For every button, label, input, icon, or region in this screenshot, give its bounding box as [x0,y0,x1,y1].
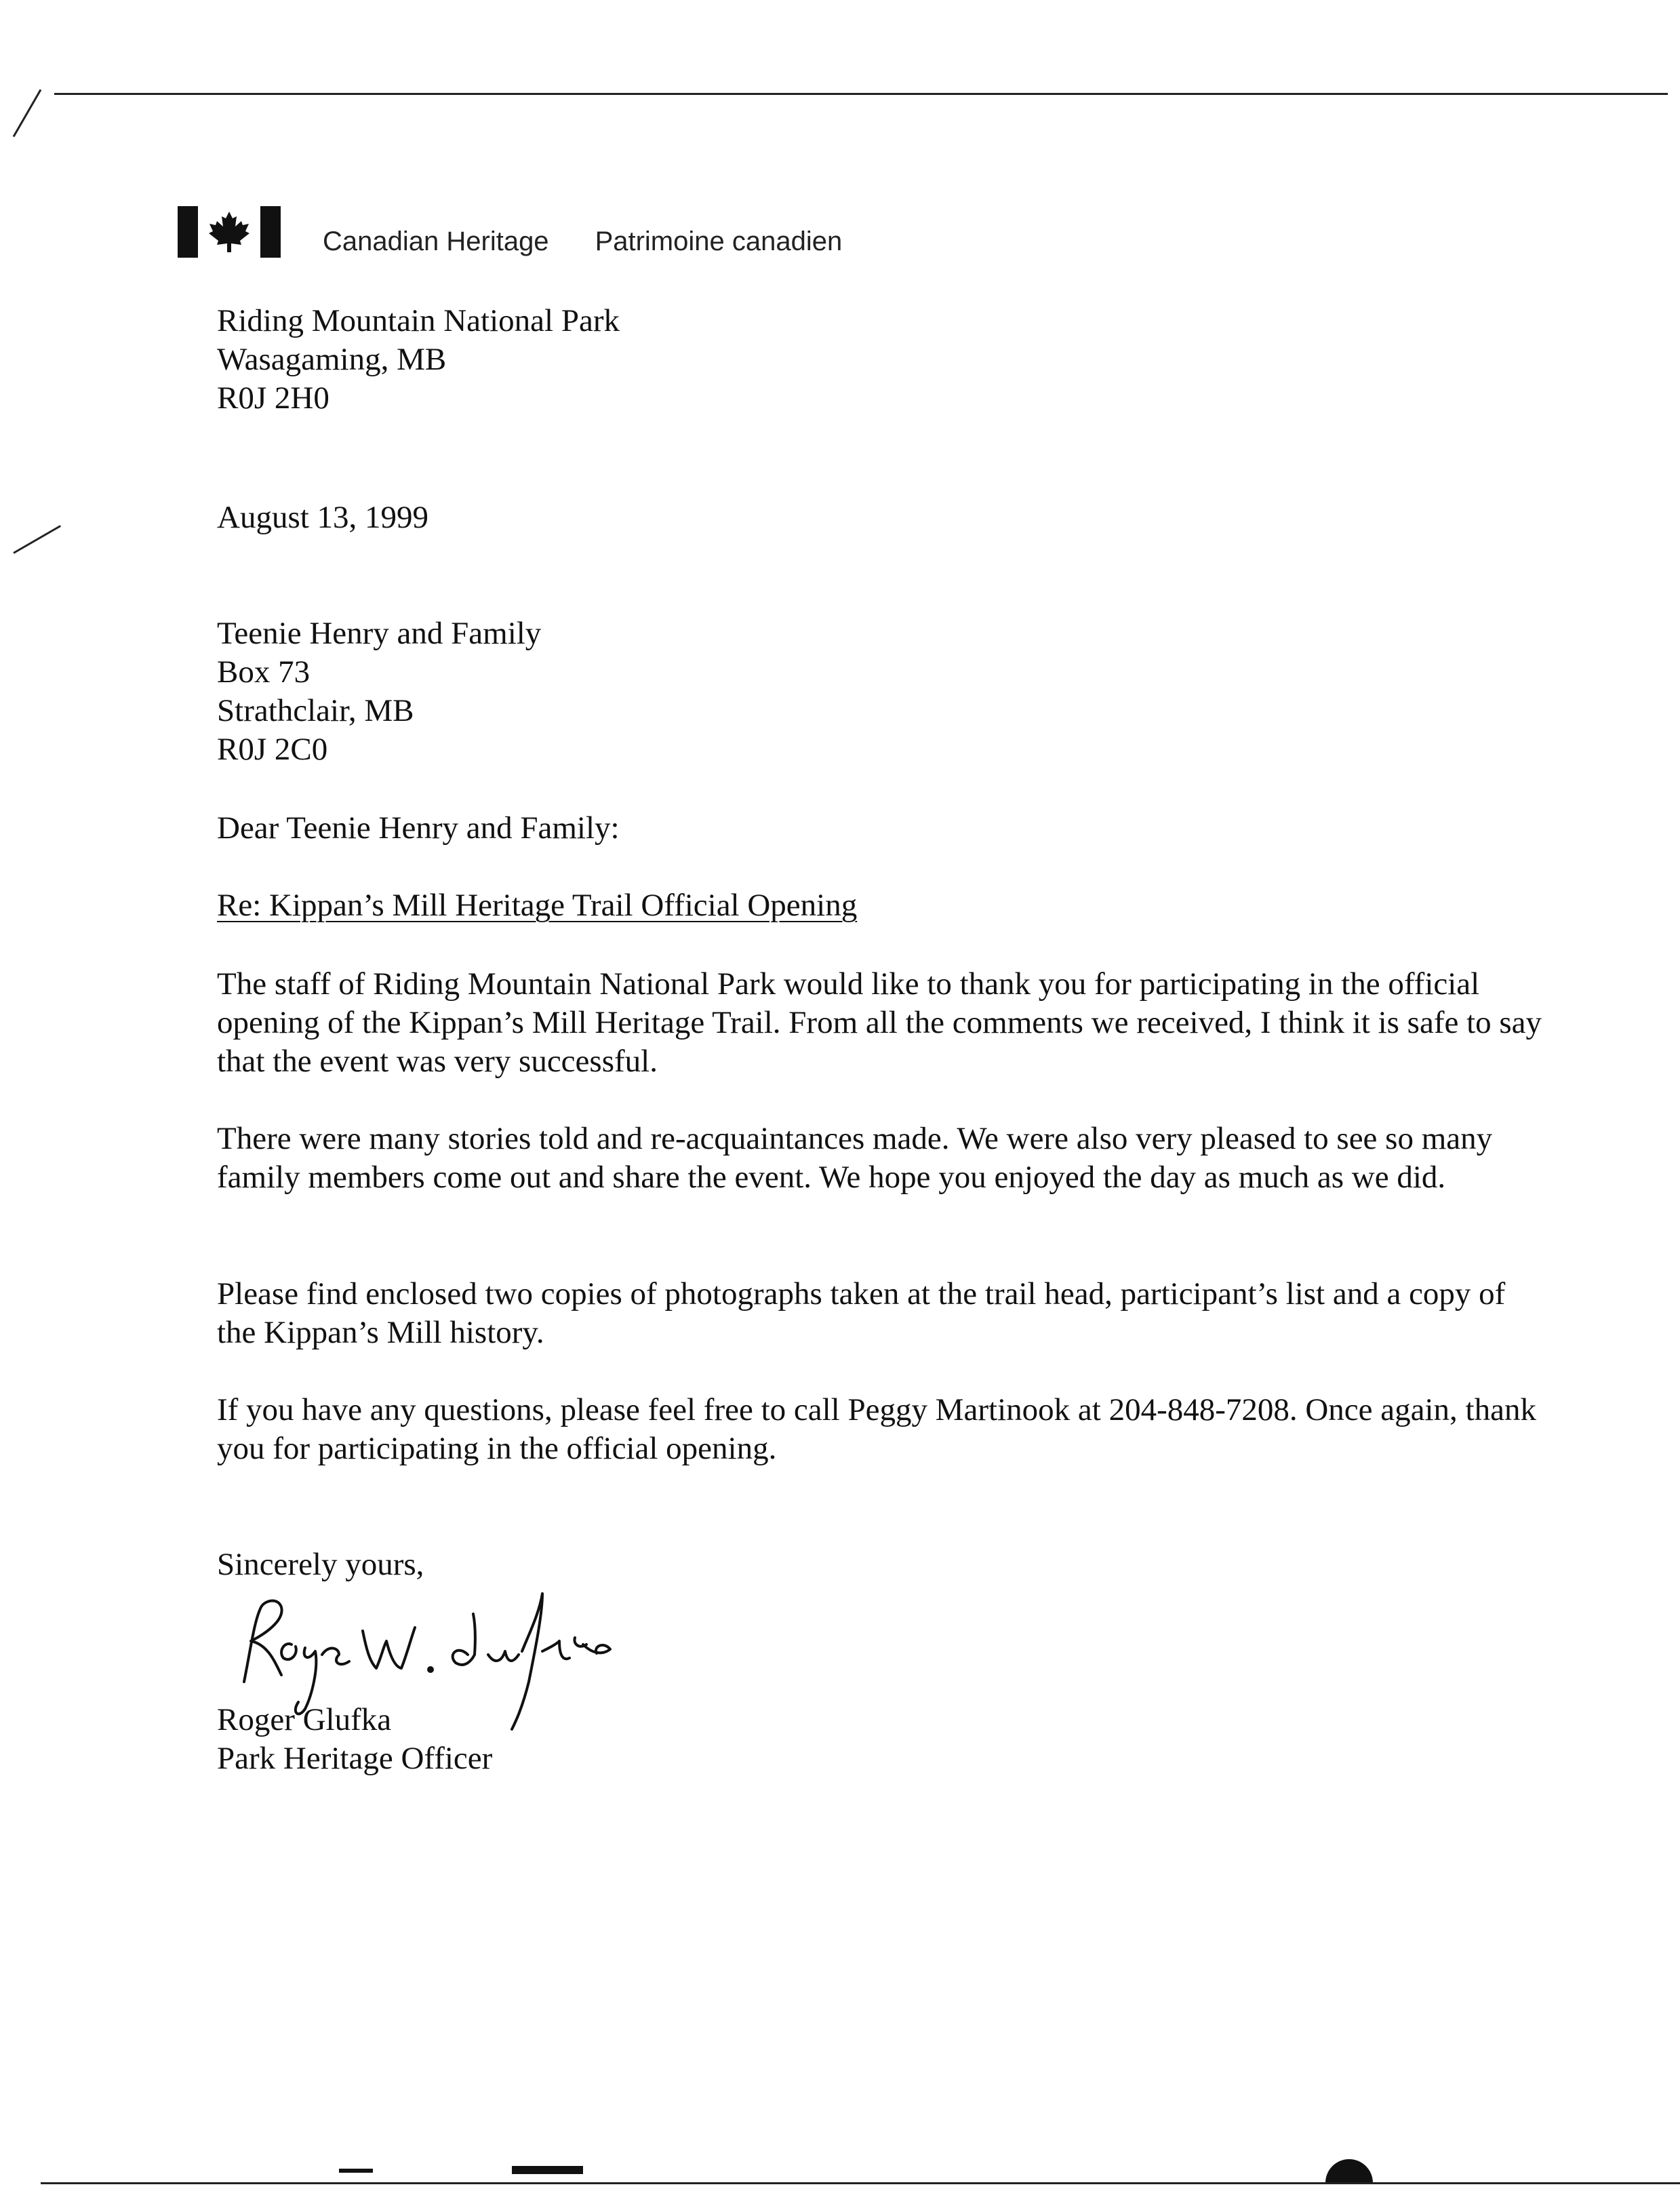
scan-mark [13,525,61,554]
recipient-line: R0J 2C0 [217,732,328,767]
body-paragraph: Please find enclosed two copies of photographs taken at the trail head, participant’s list and a copy of the Kippan’s Mill history. [217,1276,1506,1350]
department-name-fr: Patrimoine canadien [595,226,843,256]
signer-name: Roger Glufka [217,1702,392,1737]
body-paragraph: There were many stories told and re-acquaintances made. We were also very pleased to see so many family members come out and share the event. We hope you enjoyed the day as much as we did. [217,1121,1493,1195]
letter-date: August 13, 1999 [217,500,429,535]
salutation: Dear Teenie Henry and Family: [217,810,620,846]
sender-line: R0J 2H0 [217,380,329,416]
subject-line: Re: Kippan’s Mill Heritage Trail Official Opening [217,888,858,923]
canada-flag-icon [178,206,281,258]
body-paragraph: If you have any questions, please feel free to call Peggy Martinook at 204-848-7208. Once again, thank you for participating in the official opening. [217,1392,1536,1466]
recipient-line: Box 73 [217,654,311,690]
bottom-rule [41,2182,1680,2184]
recipient-line: Strathclair, MB [217,693,414,728]
recipient-address [217,614,541,769]
sender-address [217,302,620,418]
footer-fragment [512,2166,583,2174]
signer-block [217,1701,492,1778]
letterhead [178,203,842,258]
footer-fragment [1325,2159,1373,2184]
top-rule [54,93,1668,95]
recipient-line: Teenie Henry and Family [217,616,542,651]
sender-line: Wasagaming, MB [217,342,447,377]
footer-fragment [339,2169,373,2173]
department-name-en: Canadian Heritage [323,226,549,256]
sender-line: Riding Mountain National Park [217,303,620,338]
body-paragraph: The staff of Riding Mountain National Park would like to thank you for participating in the official opening of the Kippan’s Mill Heritage Trail. From all the comments we received, I think it is safe to say that the event was very successful. [217,966,1542,1079]
scan-mark [13,89,42,137]
signer-title: Park Heritage Officer [217,1741,493,1776]
closing: Sincerely yours, [217,1547,424,1582]
